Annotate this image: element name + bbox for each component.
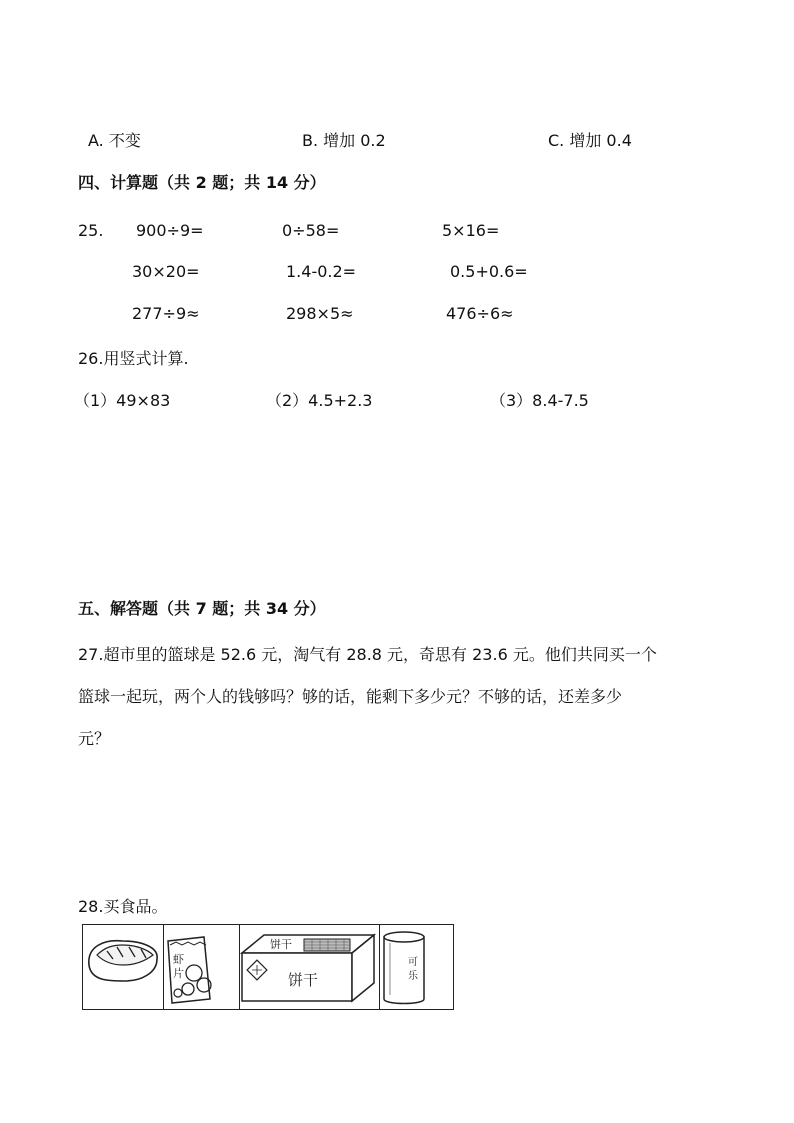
q27-line-3: 元？ <box>78 729 111 748</box>
q25-expr: 900÷9= <box>136 221 204 240</box>
option-a: A. 不变 <box>88 131 141 150</box>
q26-item-2: （2）4.5+2.3 <box>266 391 373 410</box>
section-5-title: 五、解答题（共 7 题；共 34 分） <box>78 599 326 618</box>
cola-cell <box>380 925 453 1009</box>
q25-expr: 277÷9≈ <box>132 304 200 323</box>
q25-expr: 1.4-0.2= <box>286 262 357 281</box>
cola-can-icon <box>380 925 453 1009</box>
q26-item-1: （1）49×83 <box>74 391 171 410</box>
section-4-title: 四、计算题（共 2 题；共 14 分） <box>78 173 326 192</box>
option-c: C. 增加 0.4 <box>548 131 632 150</box>
q25-expr: 0÷58= <box>282 221 340 240</box>
q26-title: 26.用竖式计算. <box>78 349 189 368</box>
q25-number: 25. <box>78 221 104 240</box>
q25-expr: 298×5≈ <box>286 304 354 323</box>
q26-item-3: （3）8.4-7.5 <box>490 391 589 410</box>
shrimp-chips-icon <box>164 925 239 1009</box>
shrimp-chips-cell <box>164 925 240 1009</box>
biscuit-box-front-label: 饼干 <box>288 971 319 989</box>
q27-line-2: 篮球一起玩，两个人的钱够吗？够的话，能剩下多少元？不够的话，还差多少 <box>78 687 623 706</box>
q25-expr: 30×20= <box>132 262 200 281</box>
cola-label: 可 <box>408 957 418 968</box>
q25-expr: 0.5+0.6= <box>450 262 528 281</box>
bread-icon <box>83 925 163 1009</box>
option-b: B. 增加 0.2 <box>302 131 386 150</box>
cola-label: 乐 <box>408 971 418 982</box>
biscuit-box-icon <box>240 925 379 1009</box>
biscuit-cell <box>240 925 380 1009</box>
biscuit-box-top-label: 饼干 <box>270 938 292 951</box>
bread-cell <box>83 925 164 1009</box>
q25-expr: 476÷6≈ <box>446 304 514 323</box>
shrimp-chips-label: 片 <box>173 967 184 980</box>
food-table <box>82 924 454 1010</box>
q27-line-1: 27.超市里的篮球是 52.6 元，淘气有 28.8 元，奇思有 23.6 元。他们共同买一个 <box>78 645 657 664</box>
q25-expr: 5×16= <box>442 221 500 240</box>
q28-title: 28.买食品。 <box>78 897 168 916</box>
shrimp-chips-label: 虾 <box>173 953 184 966</box>
